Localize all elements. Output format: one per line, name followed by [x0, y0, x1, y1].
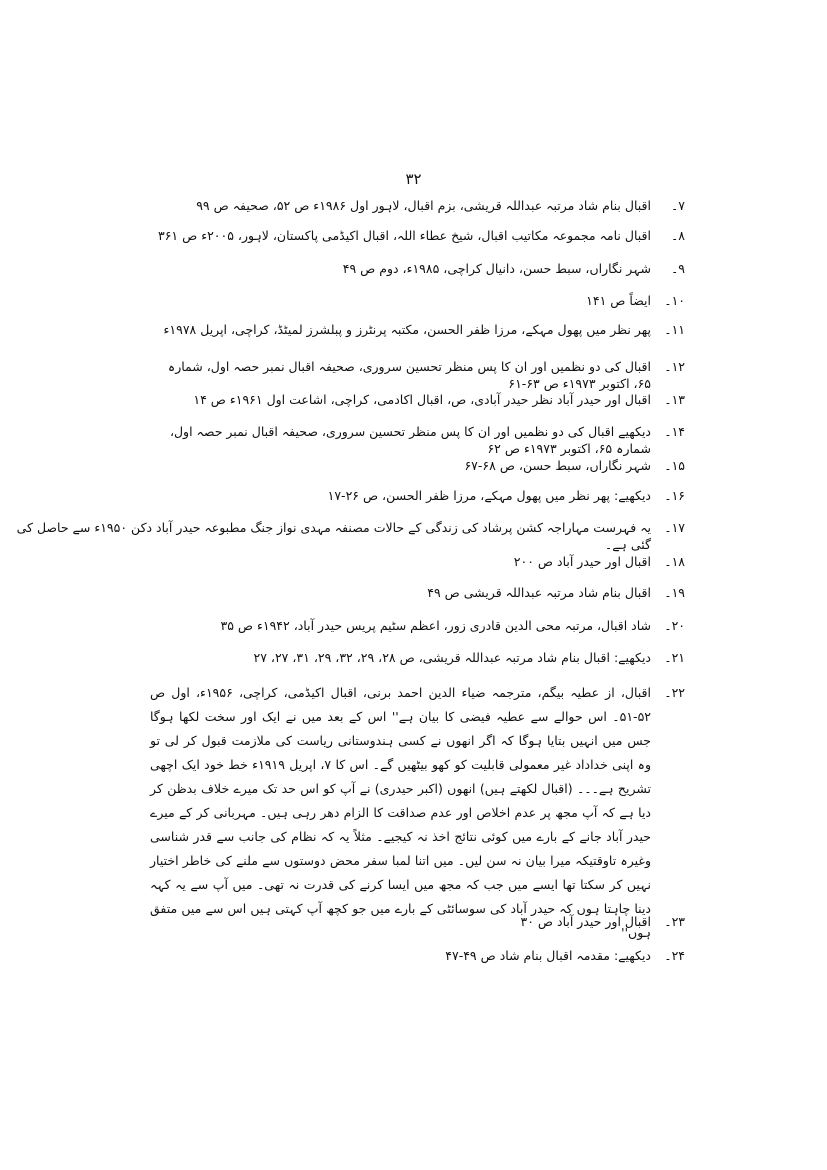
- footnote-item: [150, 617, 685, 634]
- footnote-item: [150, 584, 685, 601]
- footnote-item: [150, 227, 685, 244]
- footnote-item: [150, 358, 685, 392]
- footnote-item: [150, 260, 685, 277]
- footnote-number: ۲۳۔: [664, 914, 685, 929]
- footnote-number: ۱۱۔: [664, 322, 685, 337]
- footnote-number: ۱۰۔: [664, 293, 685, 308]
- footnote-text: اقبال، از عطیہ بیگم، مترجمہ ضیاء الدین احمد برنی، اقبال اکیڈمی، کراچی، ۱۹۵۶ء، اول ص ۵۲-۵۱۔ اس حوالے سے عطیہ فیضی کا بیان ہے'' اس کے بعد میں نے ایک اور سخت لکھا ہوگا جس میں انہیں بتایا ہوگا کہ اگر انھوں نے کسی ہندوستانی ریاست کی ملازمت قبول کر لی تو وہ اپنی خداداد غیر معمولی قابلیت کو کھو بیٹھیں گے۔ اس کا ۷، اپریل ۱۹۱۹ء خط خود ایک اچھی تشریح ہے۔۔۔ (اقبال لکھتے ہیں) انھوں (اکبر حیدری) نے آپ کو اس حد تک میرے خلاف بدظن کر دیا ہے کہ آپ مجھ پر عدم اخلاص اور عدم صداقت کا الزام دھر رہی ہیں۔ مہربانی کر کے میرے حیدر آباد جانے کے بارے میں کوئی نتائج اخذ نہ کیجیے۔ مثلاً یہ کہ نظام کی جانب سے قدر شناسی وغیرہ تاوقتیکہ میرا بیان نہ سن لیں۔ میں اتنا لمبا سفر محض دوستوں سے ملنے کی خاطر اختیار نہیں کر سکتا تھا ایسے میں جب کہ مجھ میں ایسا کرنے کی قدرت نہ تھی۔ میں آپ سے یہ کہہ دینا چاہتا ہوں کہ حیدر آباد کی سوسائٹی کے بارے میں جو کچھ آپ کہتی ہیں اس سے میں متفق ہوں'': [150, 685, 651, 940]
- footnote-text: دیکھیے: اقبال بنام شاد مرتبہ عبداللہ قریشی، ص ۲۸، ۲۹، ۳۲، ۲۹، ۳۱، ۲۷، ۲۷: [253, 650, 651, 665]
- footnote-text: شہر نگاراں، سبط حسن، ص ۶۸-۶۷: [464, 458, 651, 473]
- footnote-number: ۱۴۔: [664, 424, 685, 439]
- footnote-text: دیکھیے: مقدمہ اقبال بنام شاد ص ۴۹-۴۷: [445, 948, 651, 963]
- footnote-text: شہر نگاراں، سبط حسن، دانیال کراچی، ۱۹۸۵ء، دوم ص ۴۹: [342, 261, 651, 276]
- footnote-item: [3, 519, 685, 553]
- footnote-item: [150, 391, 685, 408]
- footnote-item: [150, 321, 685, 338]
- footnote-number: ۱۸۔: [664, 554, 685, 569]
- footnote-text: اقبال اور حیدر آباد ص ۳۰: [520, 914, 651, 929]
- footnote-text: ایضاً ص ۱۴۱: [586, 293, 651, 308]
- footnote-text: یہ فہرست مہاراجہ کشن پرشاد کی زندگی کے حالات مصنفہ مہدی نواز جنگ مطبوعہ حیدر آباد دکن ۱۹۵۰ء سے حاصل کی گئی ہے۔: [16, 520, 651, 552]
- footnote-text: اقبال اور حیدر آباد ص ۲۰۰: [513, 554, 651, 569]
- footnote-number: ۲۴۔: [664, 948, 685, 963]
- footnote-number: ۱۳۔: [664, 392, 685, 407]
- footnote-number: ۱۵۔: [664, 458, 685, 473]
- footnote-item: [150, 487, 685, 504]
- footnote-item: [150, 553, 685, 570]
- footnote-text: دیکھیے اقبال کی دو نظمیں اور ان کا پس منظر تحسین سروری، صحیفہ اقبال نمبر حصہ اول، شمارہ ۶۵، اکتوبر ۱۹۷۳ء ص ۶۲: [169, 424, 651, 456]
- footnote-number: ۱۹۔: [664, 585, 685, 600]
- footnote-item: [150, 423, 685, 457]
- footnote-number: ۱۷۔: [664, 520, 685, 535]
- footnote-text: اقبال اور حیدر آباد نظر حیدر آبادی، ص، اقبال اکادمی، کراچی، اشاعت اول ۱۹۶۱ء ص ۱۴: [193, 392, 651, 407]
- footnote-text: اقبال بنام شاد مرتبہ عبداللہ قریشی ص ۴۹: [427, 585, 651, 600]
- footnote-number: ۸۔: [670, 228, 685, 243]
- page-number: ۳۲: [405, 170, 422, 188]
- footnote-item: [150, 681, 685, 945]
- footnote-number: ۲۲۔: [664, 685, 685, 700]
- footnote-text: اقبال کی دو نظمیں اور ان کا پس منظر تحسین سروری، صحیفہ اقبال نمبر حصہ اول، شمارہ ۶۵، اکتوبر ۱۹۷۳ء ص ۶۳-۶۱: [167, 359, 651, 391]
- footnote-number: ۱۶۔: [664, 488, 685, 503]
- footnote-number: ۹۔: [670, 261, 685, 276]
- footnote-number: ۱۲۔: [664, 359, 685, 374]
- footnote-item: [150, 457, 685, 474]
- footnote-item: [150, 913, 685, 930]
- footnote-number: ۲۰۔: [664, 618, 685, 633]
- footnote-text: پھر نظر میں پھول مہکے، مرزا ظفر الحسن، مکتبہ پرنٹرز و پبلشرز لمیٹڈ، کراچی، اپریل ۱۹۷۸ء: [163, 322, 651, 337]
- footnote-number: ۷۔: [670, 198, 685, 213]
- footnote-text: شاد اقبال، مرتبہ محی الدین قادری زور، اعظم سٹیم پریس حیدر آباد، ۱۹۴۲ء ص ۳۵: [220, 618, 651, 633]
- footnote-text: دیکھیے: پھر نظر میں پھول مہکے، مرزا ظفر الحسن، ص ۲۶-۱۷: [327, 488, 651, 503]
- footnote-text: اقبال بنام شاد مرتبہ عبداللہ قریشی، بزم اقبال، لاہور اول ۱۹۸۶ء ص ۵۲، صحیفہ ص ۹۹: [196, 198, 651, 213]
- footnote-item: [150, 197, 685, 214]
- footnote-item: [150, 292, 685, 309]
- footnote-text: اقبال نامہ مجموعہ مکاتیب اقبال، شیخ عطاء اللہ، اقبال اکیڈمی پاکستان، لاہور، ۲۰۰۵ء ص ۳۶۱: [157, 228, 651, 243]
- footnote-item: [150, 947, 685, 964]
- footnote-item: [150, 649, 685, 666]
- footnote-number: ۲۱۔: [664, 650, 685, 665]
